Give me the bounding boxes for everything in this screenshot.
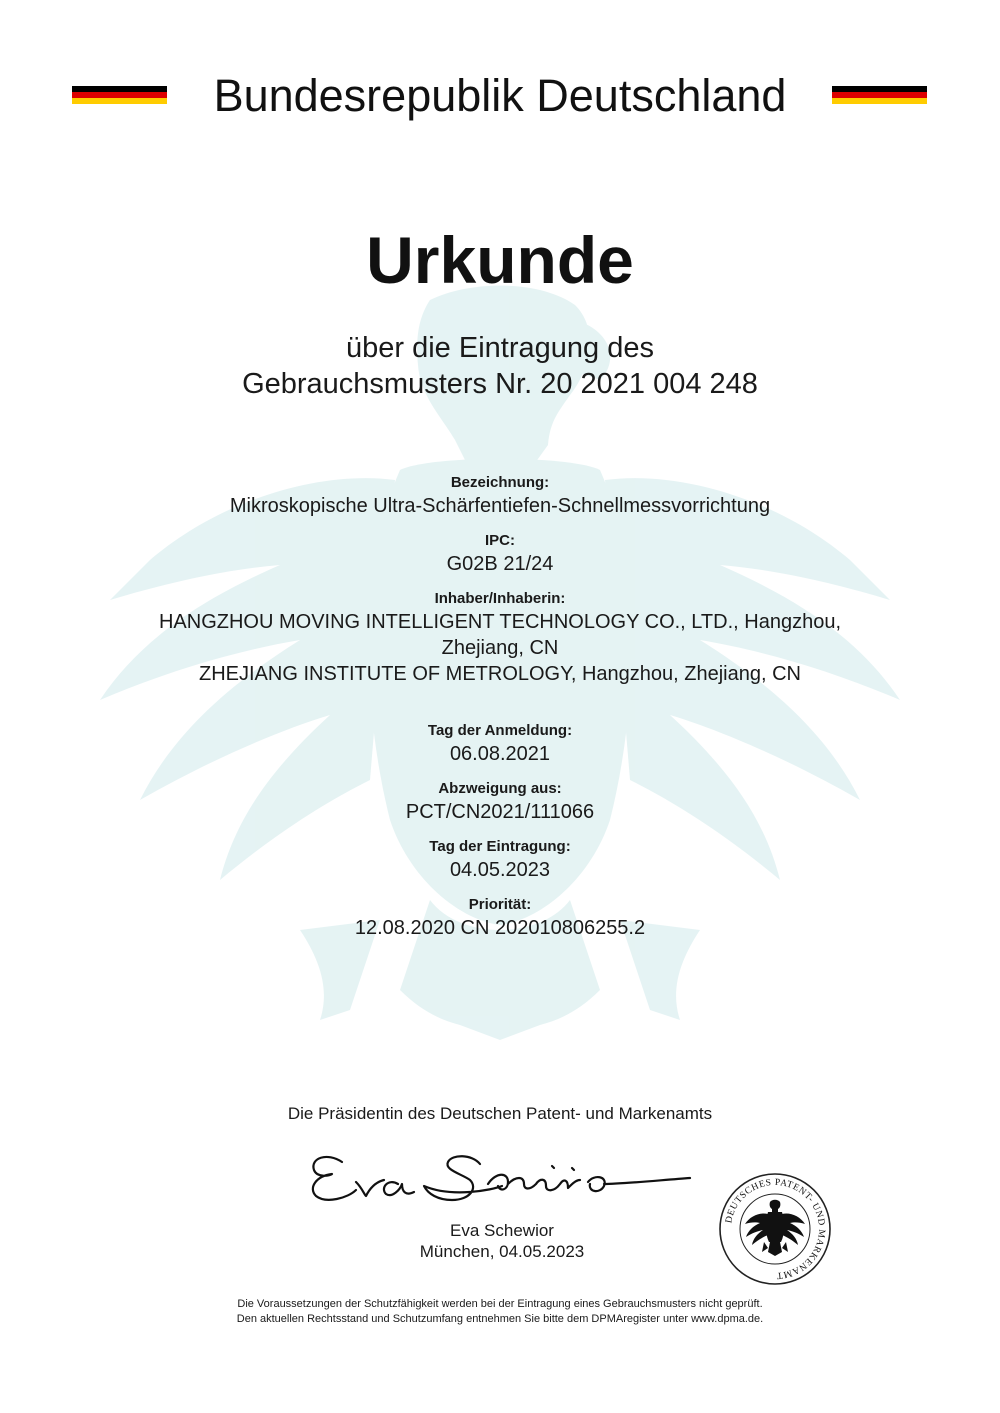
ipc-value: G02B 21/24	[446, 553, 554, 575]
german-flag-icon	[832, 86, 927, 104]
subtitle-line-2: Gebrauchsmusters Nr. 20 2021 004 248	[242, 368, 758, 400]
legal-notice	[0, 1297, 1000, 1327]
notice-line-1: Die Voraussetzungen der Schutzfähigkeit werden bei der Eintragung eines Gebrauchsmusters nicht geprüft.	[237, 1298, 763, 1310]
document-subtitle	[0, 330, 1000, 402]
country-title: Bundesrepublik Deutschland	[213, 70, 787, 121]
eintragung-label: Tag der Eintragung:	[429, 838, 571, 855]
signer-block	[352, 1220, 652, 1262]
anmeldung-value: 06.08.2021	[449, 743, 551, 765]
inhaber-line-3: ZHEJIANG INSTITUTE OF METROLOGY, Hangzhou, Zhejiang, CN	[198, 663, 801, 685]
eintragung-value: 04.05.2023	[449, 859, 551, 881]
ipc-label: IPC:	[485, 532, 515, 549]
inhaber-line-1: HANGZHOU MOVING INTELLIGENT TECHNOLOGY CO., LTD., Hangzhou,	[158, 611, 841, 633]
abzweigung-label: Abzweigung aus:	[438, 780, 562, 797]
president-title: Die Präsidentin des Deutschen Patent- und Markenamts	[287, 1104, 713, 1123]
dpma-seal-icon	[718, 1172, 832, 1286]
subtitle-line-1: über die Eintragung des	[346, 332, 654, 364]
signer-name: Eva Schewior	[450, 1221, 554, 1240]
abzweigung-value: PCT/CN2021/111066	[405, 801, 595, 823]
bezeichnung-value: Mikroskopische Ultra-Schärfentiefen-Schnellmessvorrichtung	[229, 495, 771, 517]
bezeichnung-label: Bezeichnung:	[450, 474, 550, 491]
prioritaet-value: 12.08.2020 CN 202010806255.2	[354, 917, 646, 939]
signature	[302, 1140, 702, 1210]
certificate-fields	[0, 473, 1000, 941]
flag-stripe-gold	[72, 98, 167, 104]
german-flag-icon	[72, 86, 167, 104]
notice-line-2: Den aktuellen Rechtsstand und Schutzumfang entnehmen Sie bitte dem DPMAregister unter www.dpma.de.	[236, 1313, 764, 1325]
inhaber-line-2: Zhejiang, CN	[441, 637, 559, 659]
header	[0, 68, 1000, 128]
place-date: München, 04.05.2023	[419, 1242, 585, 1261]
inhaber-label: Inhaber/Inhaberin:	[434, 590, 566, 607]
flag-stripe-gold	[832, 98, 927, 104]
anmeldung-label: Tag der Anmeldung:	[427, 722, 573, 739]
document-title: Urkunde	[366, 223, 634, 297]
seal-text: DEUTSCHES PATENT- UND MARKENAMT	[724, 1177, 827, 1281]
prioritaet-label: Priorität:	[468, 896, 532, 913]
